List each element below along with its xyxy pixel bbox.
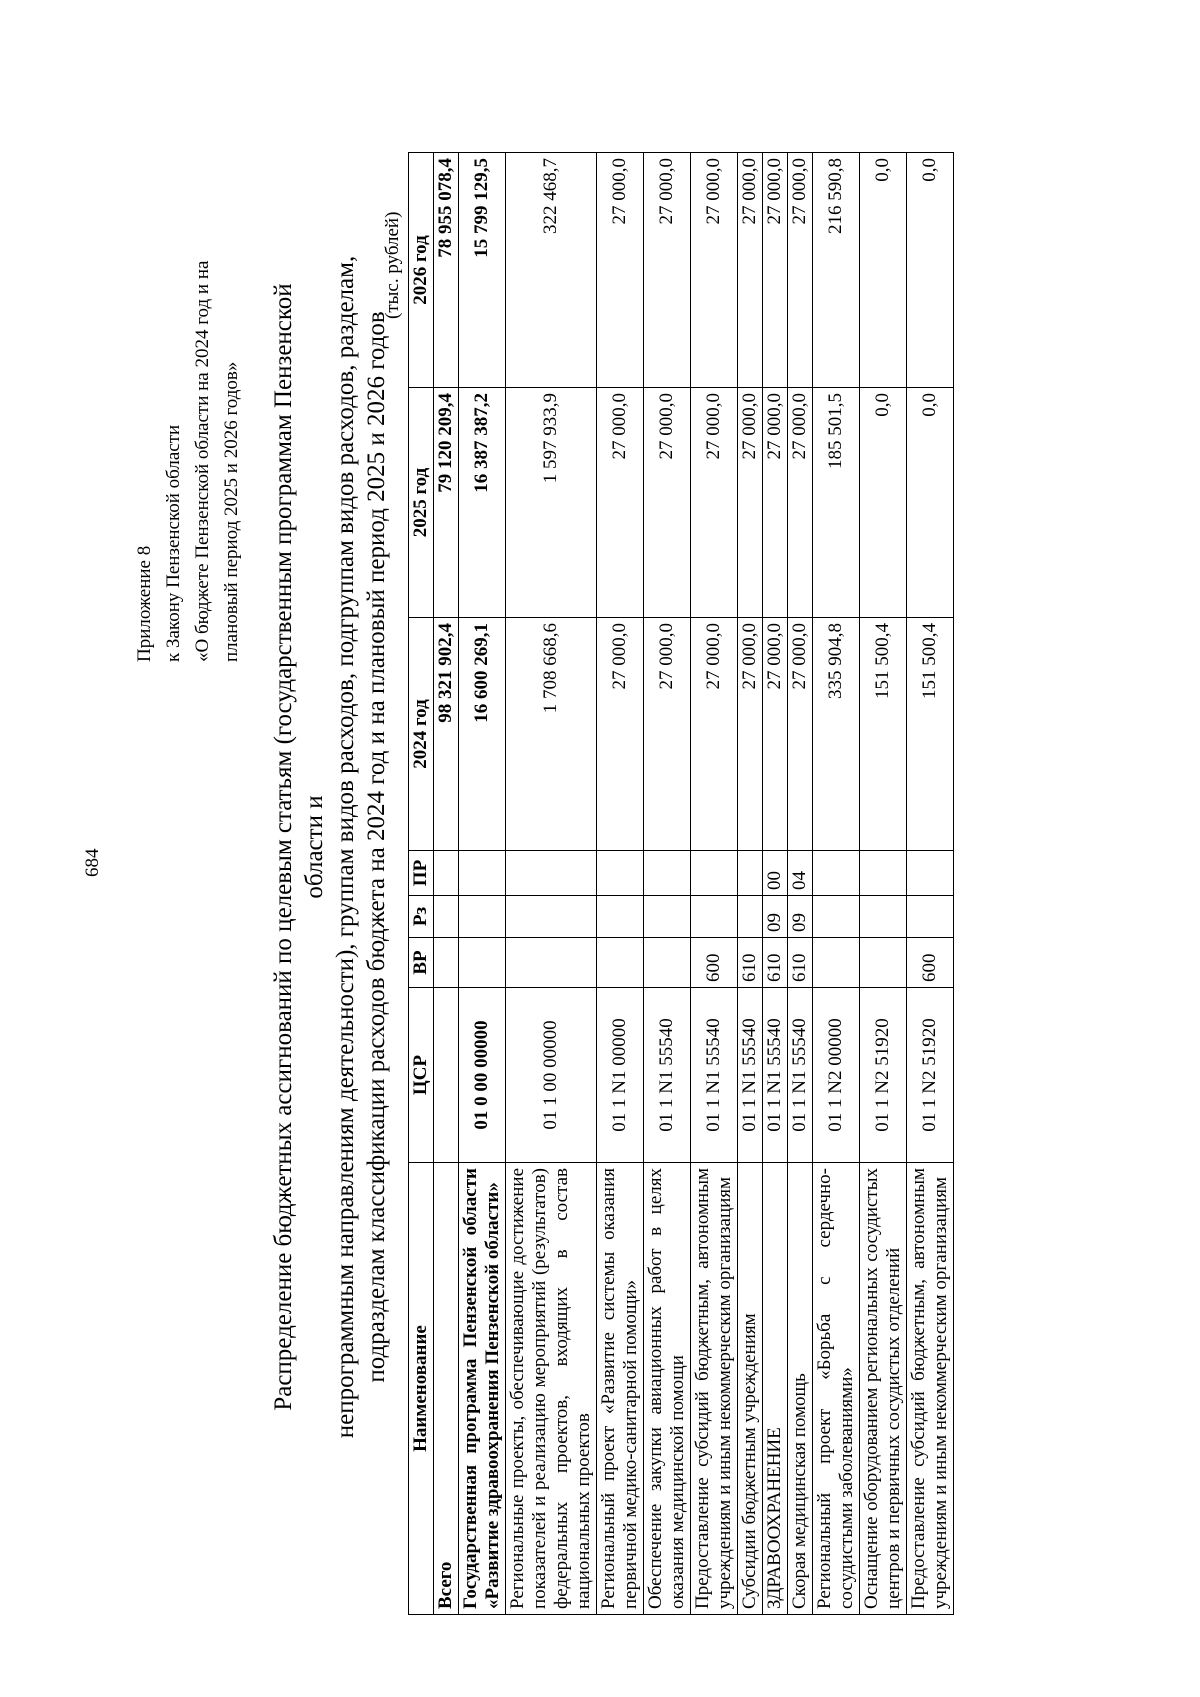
cell-2026: 0,0: [907, 153, 954, 388]
cell-name: Региональный проект «Борьба с сердечно-сосудистыми заболеваниями»: [813, 1163, 860, 1615]
cell-csr: 01 1 00 00000: [506, 988, 597, 1163]
budget-table: [408, 152, 954, 1615]
cell-2024: 27 000,0: [738, 618, 763, 851]
cell-2026: 0,0: [860, 153, 907, 388]
cell-csr: 01 1 N2 51920: [860, 988, 907, 1163]
cell-2025: 27 000,0: [691, 388, 738, 618]
cell-rz: [813, 896, 860, 938]
cell-2025: 27 000,0: [788, 388, 813, 618]
appendix-block: [130, 261, 246, 662]
cell-2025: 27 000,0: [763, 388, 788, 618]
cell-pr: [907, 851, 954, 896]
cell-rz: [506, 896, 597, 938]
appendix-line: к Закону Пензенской области: [163, 424, 184, 662]
units-label: (тыс. рублей): [382, 211, 403, 319]
cell-csr: 01 1 N1 55540: [763, 988, 788, 1163]
cell-pr: [813, 851, 860, 896]
cell-2026: 27 000,0: [763, 153, 788, 388]
header-rz: Рз: [409, 896, 434, 938]
cell-vr: 610: [788, 938, 813, 988]
header-pr: ПР: [409, 851, 434, 896]
cell-csr: 01 1 N1 55540: [738, 988, 763, 1163]
cell-2026: 27 000,0: [644, 153, 691, 388]
cell-2024: 27 000,0: [763, 618, 788, 851]
table-row: [907, 153, 954, 1615]
header-name: Наименование: [409, 1163, 434, 1615]
cell-rz: [459, 896, 506, 938]
cell-pr: [738, 851, 763, 896]
appendix-line: «О бюджете Пензенской области на 2024 год и на: [192, 260, 213, 662]
cell-pr: [597, 851, 644, 896]
table-row: [788, 153, 813, 1615]
cell-csr: 01 1 N1 55540: [691, 988, 738, 1163]
header-2024: 2024 год: [409, 618, 434, 851]
table-row: [434, 153, 459, 1615]
cell-vr: 600: [691, 938, 738, 988]
cell-name: Обеспечение закупки авиационных работ в целях оказания медицинской помощи: [644, 1163, 691, 1615]
cell-pr: [434, 851, 459, 896]
cell-2026: 78 955 078,4: [434, 153, 459, 388]
cell-pr: 00: [763, 851, 788, 896]
cell-name: Скорая медицинская помощь: [788, 1163, 813, 1615]
cell-vr: [860, 938, 907, 988]
cell-2024: 27 000,0: [644, 618, 691, 851]
cell-2024: 27 000,0: [788, 618, 813, 851]
cell-rz: [860, 896, 907, 938]
cell-2024: 98 321 902,4: [434, 618, 459, 851]
cell-2026: 15 799 129,5: [459, 153, 506, 388]
cell-rz: [691, 896, 738, 938]
cell-pr: 04: [788, 851, 813, 896]
table-row: [738, 153, 763, 1615]
cell-name: Предоставление субсидий бюджетным, автономным учреждениям и иным некоммерческим организациям: [691, 1163, 738, 1615]
cell-pr: [691, 851, 738, 896]
heading-line: Распределение бюджетных ассигнований по целевым статьям (государственным программам Пензенской области и: [270, 283, 328, 1411]
heading-line: непрограммным направлениям деятельности), группам видов расходов, подгруппам видов расходов, разделам,: [332, 255, 359, 1439]
cell-2025: 27 000,0: [738, 388, 763, 618]
cell-pr: [459, 851, 506, 896]
cell-2025: 0,0: [860, 388, 907, 618]
cell-2025: 0,0: [907, 388, 954, 618]
cell-2024: 27 000,0: [597, 618, 644, 851]
cell-2026: 27 000,0: [738, 153, 763, 388]
cell-rz: [738, 896, 763, 938]
cell-2026: 27 000,0: [788, 153, 813, 388]
cell-name: Всего: [434, 1163, 459, 1615]
cell-name: Региональные проекты, обеспечивающие достижение показателей и реализацию мероприятий (результатов) федеральных проектов, входящих в состав национальных проектов: [506, 1163, 597, 1615]
cell-2025: 79 120 209,4: [434, 388, 459, 618]
cell-vr: [459, 938, 506, 988]
cell-2024: 151 500,4: [907, 618, 954, 851]
cell-name: Оснащение оборудованием региональных сосудистых центров и первичных сосудистых отделений: [860, 1163, 907, 1615]
cell-rz: [907, 896, 954, 938]
table-row: [691, 153, 738, 1615]
cell-pr: [860, 851, 907, 896]
cell-name: Субсидии бюджетным учреждениям: [738, 1163, 763, 1615]
cell-csr: 01 1 N1 55540: [644, 988, 691, 1163]
cell-2024: 27 000,0: [691, 618, 738, 851]
table-row: [597, 153, 644, 1615]
cell-2024: 335 904,8: [813, 618, 860, 851]
header-csr: ЦСР: [409, 988, 434, 1163]
cell-2025: 1 597 933,9: [506, 388, 597, 618]
table-row: [860, 153, 907, 1615]
cell-name: ЗДРАВООХРАНЕНИЕ: [763, 1163, 788, 1615]
cell-rz: 09: [763, 896, 788, 938]
heading-line: подразделам классификации расходов бюджета на 2024 год и на плановый период 2025 и 2026 годов: [363, 311, 390, 1383]
cell-vr: [813, 938, 860, 988]
header-vr: ВР: [409, 938, 434, 988]
cell-rz: [434, 896, 459, 938]
cell-2024: 151 500,4: [860, 618, 907, 851]
appendix-line: плановый период 2025 и 2026 годов»: [221, 361, 242, 662]
document-heading: [268, 247, 392, 1447]
cell-2025: 27 000,0: [597, 388, 644, 618]
cell-pr: [506, 851, 597, 896]
cell-2026: 322 468,7: [506, 153, 597, 388]
cell-csr: 01 1 N1 00000: [597, 988, 644, 1163]
cell-2024: 16 600 269,1: [459, 618, 506, 851]
cell-2026: 27 000,0: [691, 153, 738, 388]
table-header-row: [409, 153, 434, 1615]
cell-2025: 185 501,5: [813, 388, 860, 618]
cell-2024: 1 708 668,6: [506, 618, 597, 851]
header-2026: 2026 год: [409, 153, 434, 388]
cell-pr: [644, 851, 691, 896]
table-row: [763, 153, 788, 1615]
header-2025: 2025 год: [409, 388, 434, 618]
cell-csr: 01 1 N2 00000: [813, 988, 860, 1163]
table-row: [644, 153, 691, 1615]
cell-vr: [597, 938, 644, 988]
cell-vr: [434, 938, 459, 988]
cell-vr: 600: [907, 938, 954, 988]
table-row: [506, 153, 597, 1615]
appendix-line: Приложение 8: [134, 545, 155, 662]
cell-rz: [597, 896, 644, 938]
cell-2026: 27 000,0: [597, 153, 644, 388]
cell-csr: 01 1 N2 51920: [907, 988, 954, 1163]
cell-vr: 610: [763, 938, 788, 988]
cell-vr: [644, 938, 691, 988]
cell-csr: 01 1 N1 55540: [788, 988, 813, 1163]
cell-2025: 27 000,0: [644, 388, 691, 618]
cell-vr: [506, 938, 597, 988]
table-row: [459, 153, 506, 1615]
page-number: 684: [82, 848, 103, 877]
cell-name: Государственная программа Пензенской области «Развитие здравоохранения Пензенской области»: [459, 1163, 506, 1615]
cell-csr: [434, 988, 459, 1163]
cell-rz: [644, 896, 691, 938]
cell-name: Региональный проект «Развитие системы оказания первичной медико-санитарной помощи»: [597, 1163, 644, 1615]
table-row: [813, 153, 860, 1615]
cell-2025: 16 387 387,2: [459, 388, 506, 618]
cell-rz: 09: [788, 896, 813, 938]
cell-csr: 01 0 00 00000: [459, 988, 506, 1163]
cell-name: Предоставление субсидий бюджетным, автономным учреждениям и иным некоммерческим организациям: [907, 1163, 954, 1615]
cell-vr: 610: [738, 938, 763, 988]
cell-2026: 216 590,8: [813, 153, 860, 388]
